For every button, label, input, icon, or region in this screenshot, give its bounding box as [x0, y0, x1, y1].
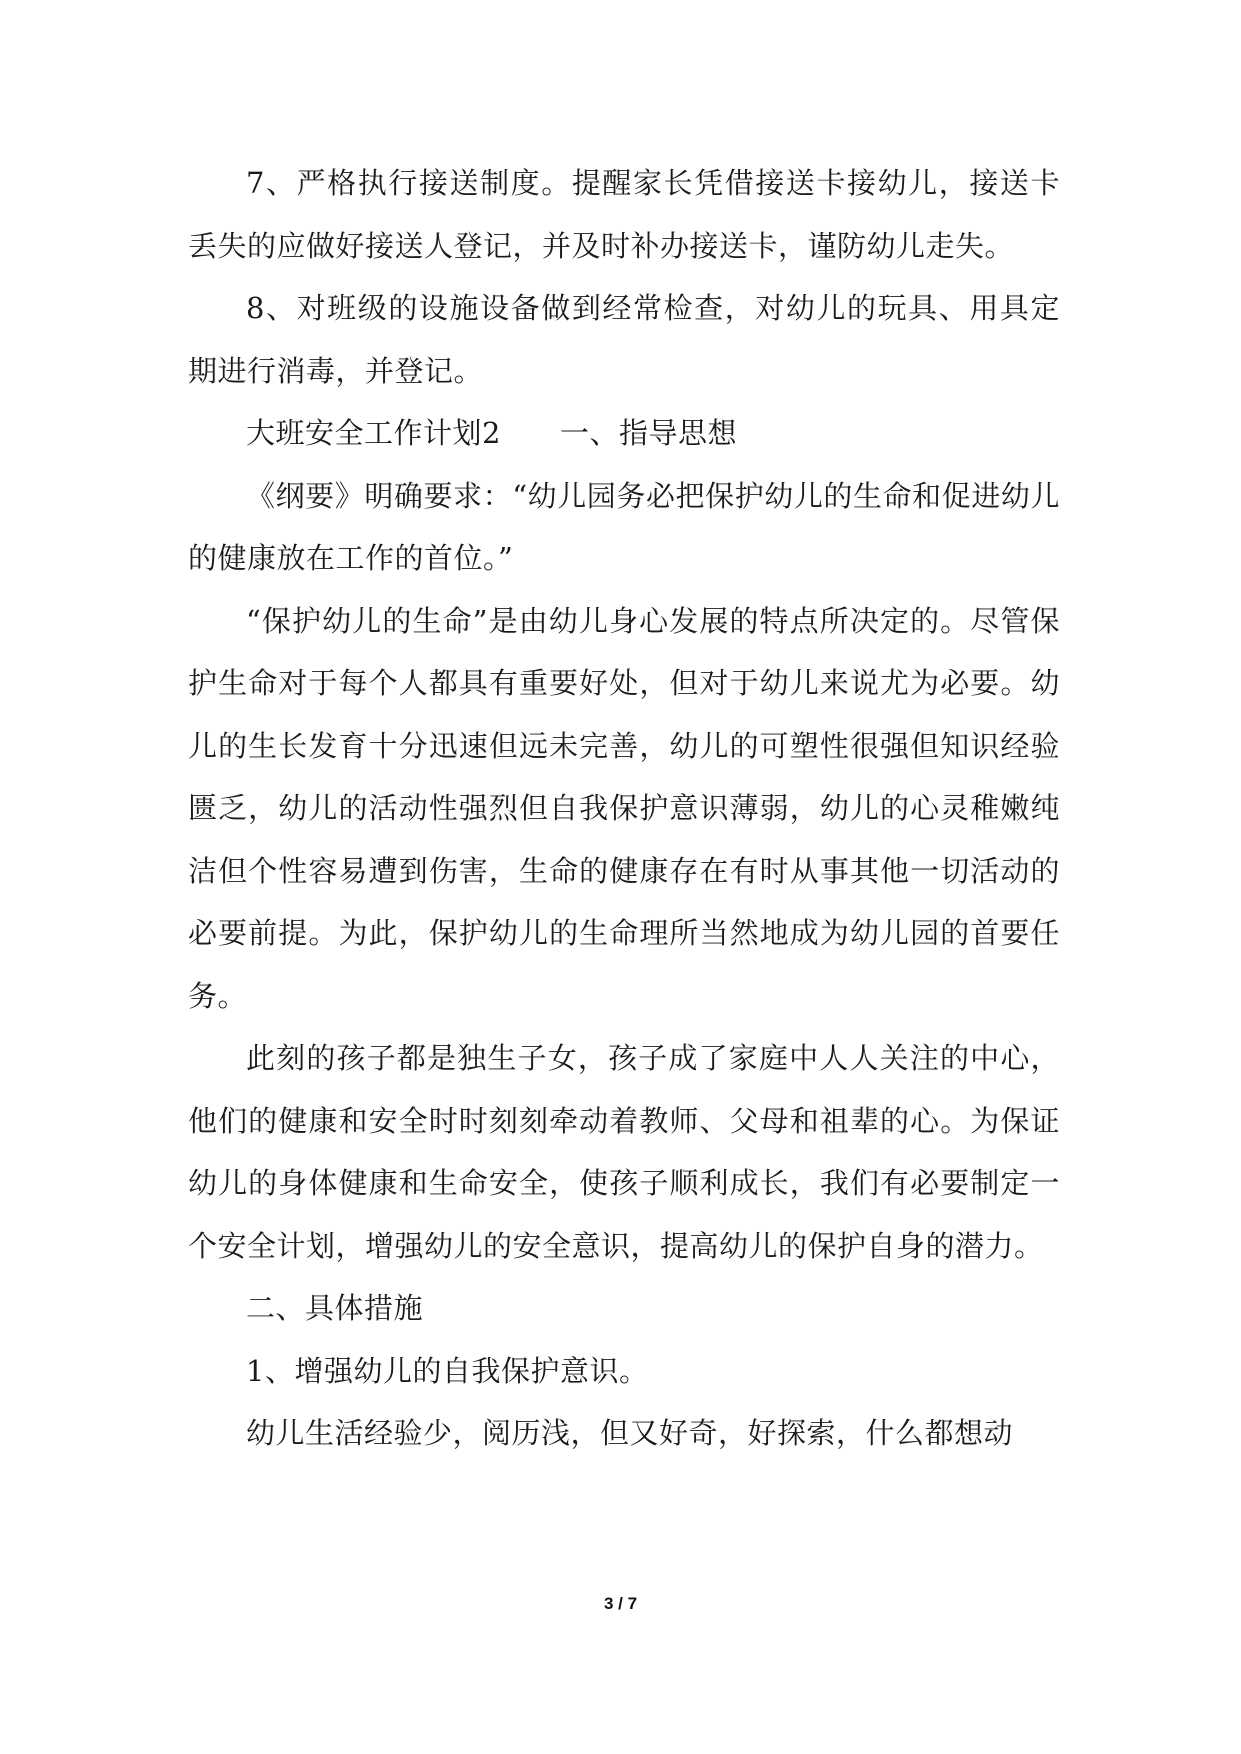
section-heading-measures: 二、具体措施 [246, 1291, 424, 1325]
paragraph-protect-life: “保护幼儿的生命”是由幼儿身心发展的特点所决定的。尽管保护生命对于每个人都具有重要好处，但对于幼儿来说尤为必要。幼儿的生长发育十分迅速但远未完善，幼儿的可塑性很强但知识经验匮乏，幼儿的活动性强烈但自我保护意识薄弱，幼儿的心灵稚嫩纯洁但个性容易遭到伤害，生命的健康存在有时从事其他一切活动的必要前提。为此，保护幼儿的生命理所当然地成为幼儿园的首要任务。 [188, 603, 1060, 1013]
paragraph-outline-requirement: 《纲要》明确要求：“幼儿园务必把保护幼儿的生命和促进幼儿的健康放在工作的首位。” [188, 478, 1060, 575]
paragraph-pickup-rules: 7、严格执行接送制度。提醒家长凭借接送卡接幼儿，接送卡丢失的应做好接送人登记，并及时补办接送卡，谨防幼儿走失。 [188, 166, 1060, 263]
paragraph-only-children: 此刻的孩子都是独生子女，孩子成了家庭中人人关注的中心，他们的健康和安全时时刻刻牵动着教师、父母和祖辈的心。为保证幼儿的身体健康和生命安全，使孩子顺利成长，我们有必要制定一个安全计划，增强幼儿的安全意识，提高幼儿的保护自身的潜力。 [188, 1041, 1060, 1263]
paragraph-child-experience: 幼儿生活经验少，阅历浅，但又好奇，好探索，什么都想动 [246, 1416, 1014, 1450]
page-number: 3 / 7 [603, 1594, 638, 1613]
subheading-self-protection: 1、增强幼儿的自我保护意识。 [246, 1353, 649, 1388]
section-heading-guiding-thought: 大班安全工作计划2 一、指导思想 [246, 416, 737, 450]
paragraph-facility-check: 8、对班级的设施设备做到经常检查，对幼儿的玩具、用具定期进行消毒，并登记。 [188, 291, 1060, 388]
document-body [188, 152, 1060, 1465]
